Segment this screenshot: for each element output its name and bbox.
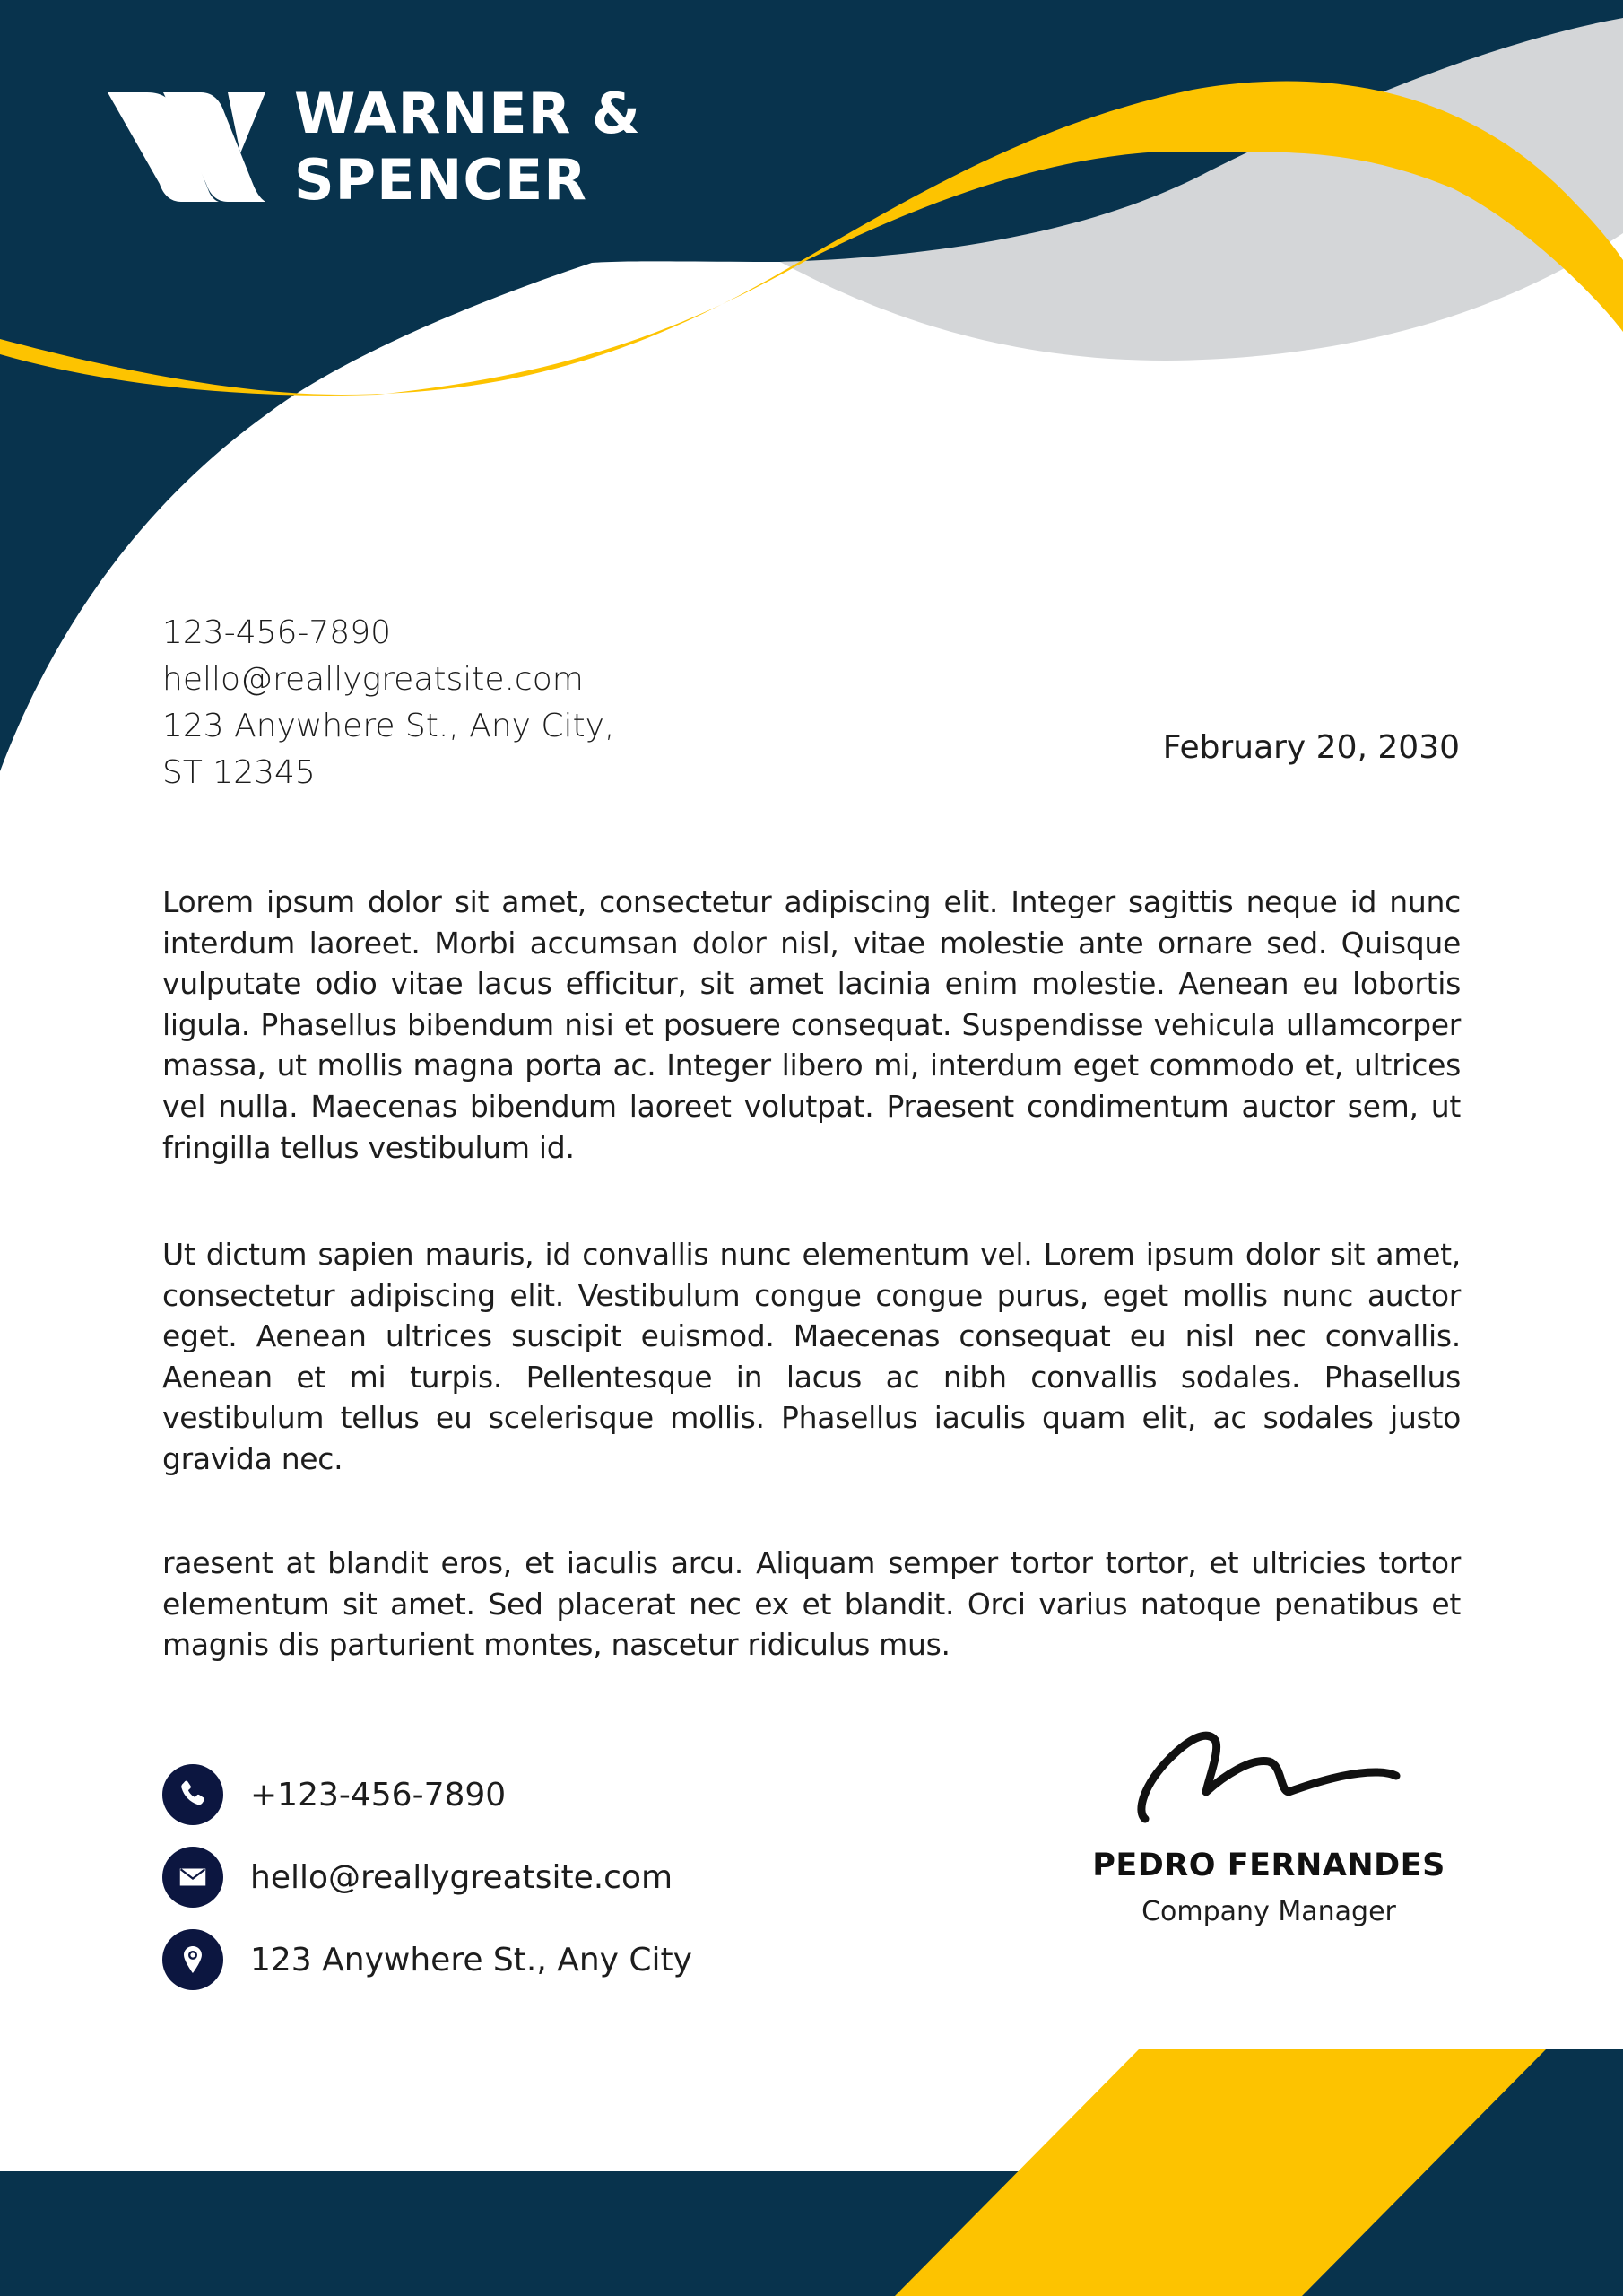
body-paragraph-1: Lorem ipsum dolor sit amet, consectetur adipiscing elit. Integer sagittis neque id nunc interdum laoreet. Morbi accumsan dolor nisl, vitae molestie ante ornare sed. Quisque vulputate odio vitae lacus efficitur, sit amet lacinia enim molestie. Aenean eu lobortis ligula. Phasellus bibendum nisi et posuere consequat. Suspendisse vehicula ullamcorper massa, ut mollis magna porta ac. Integer libero mi, interdum eget commodo et, ultrices vel nulla. Maecenas bibendum laoreet volutpat. Praesent condimentum auctor sem, ut fringilla tellus vestibulum id. <box>162 884 1461 1165</box>
contact-phone <box>162 1763 692 1826</box>
brand-header <box>108 81 641 213</box>
company-name-line1: WARNER & <box>294 81 641 146</box>
signer-name: PEDRO FERNANDES <box>1092 1848 1445 1883</box>
body-paragraph-2: Ut dictum sapien mauris, id convallis nunc elementum vel. Lorem ipsum dolor sit amet, consectetur adipiscing elit. Vestibulum congue congue purus, eget mollis nunc auctor eget. Aenean ultrices suscipit euismod. Maecenas consequat eu nisl nec convallis. Aenean et mi turpis. Pellentesque in lacus ac nibh convallis sodales. Phasellus vestibulum tellus eu scelerisque mollis. Phasellus iaculis quam elit, ac sodales justo gravida nec. <box>162 1237 1461 1476</box>
footer-contact-list <box>162 1763 692 2011</box>
sender-info <box>162 610 614 796</box>
signature-block <box>1040 1722 1497 1927</box>
sender-address-line1: 123 Anywhere St., Any City, <box>162 708 615 744</box>
company-name <box>294 81 641 213</box>
envelope-icon <box>162 1847 223 1908</box>
body-paragraph-3: raesent at blandit eros, et iaculis arcu. Aliquam semper tortor tortor, et ultricies tortor elementum sit amet. Sed placerat nec ex et blandit. Orci varius natoque penatibus et magnis dis parturient montes, nascetur ridiculus mus. <box>162 1545 1461 1663</box>
map-pin-icon <box>162 1929 223 1990</box>
contact-email <box>162 1846 692 1909</box>
contact-address-text: 123 Anywhere St., Any City <box>250 1941 692 1979</box>
signer-title: Company Manager <box>1141 1896 1396 1927</box>
sender-email: hello@reallygreatsite.com <box>162 661 584 698</box>
contact-phone-text: +123-456-7890 <box>250 1776 507 1813</box>
sender-phone: 123-456-7890 <box>162 614 392 651</box>
signature-icon <box>1134 1722 1403 1830</box>
w-monogram-icon <box>108 91 265 204</box>
company-name-line2: SPENCER <box>294 147 587 213</box>
letter-date: February 20, 2030 <box>1162 729 1460 766</box>
phone-icon <box>162 1764 223 1825</box>
sender-address-line2: ST 12345 <box>162 754 316 791</box>
contact-email-text: hello@reallygreatsite.com <box>250 1858 673 1896</box>
contact-address <box>162 1928 692 1991</box>
